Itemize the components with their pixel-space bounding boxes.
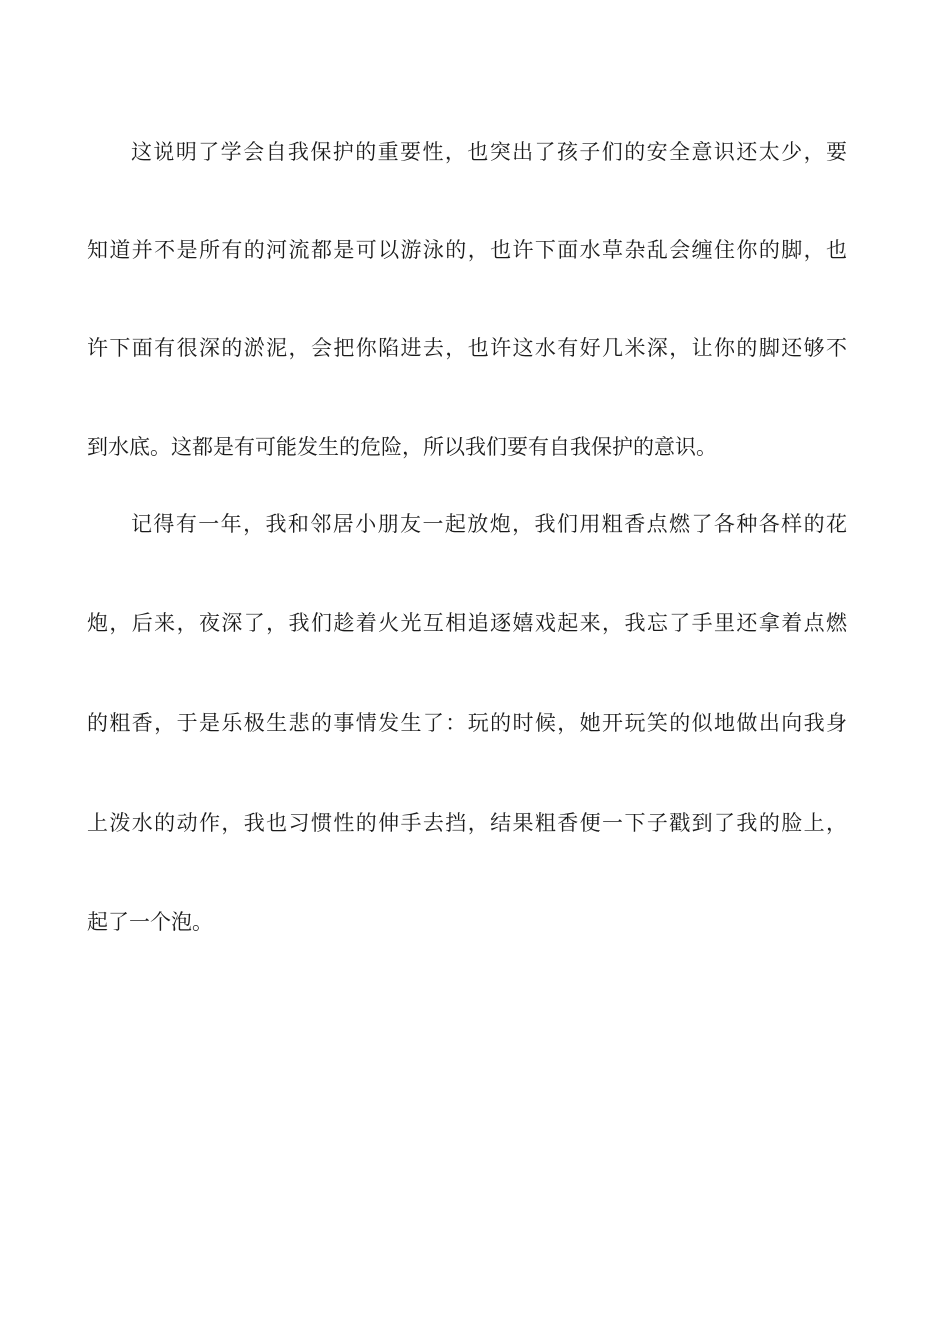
paragraph-line: 记得有一年，我和邻居小朋友一起放炮，我们用粗香点燃了各种各样的花	[131, 512, 847, 536]
paragraph-line: 炮，后来，夜深了，我们趁着火光互相追逐嬉戏起来，我忘了手里还拿着点燃	[87, 611, 847, 635]
paragraph-line: 这说明了学会自我保护的重要性，也突出了孩子们的安全意识还太少，要	[131, 140, 847, 164]
paragraph-line: 到水底。这都是有可能发生的危险，所以我们要有自我保护的意识。	[87, 435, 717, 459]
paragraph-line: 的粗香，于是乐极生悲的事情发生了：玩的时候，她开玩笑的似地做出向我身	[87, 711, 847, 735]
paragraph-line: 起了一个泡。	[87, 910, 213, 934]
paragraph-line: 知道并不是所有的河流都是可以游泳的，也许下面水草杂乱会缠住你的脚，也	[87, 238, 847, 262]
paragraph-line: 上泼水的动作，我也习惯性的伸手去挡，结果粗香便一下子戳到了我的脸上，	[87, 811, 847, 835]
paragraph-line: 许下面有很深的淤泥，会把你陷进去，也许这水有好几米深，让你的脚还够不	[87, 336, 847, 360]
